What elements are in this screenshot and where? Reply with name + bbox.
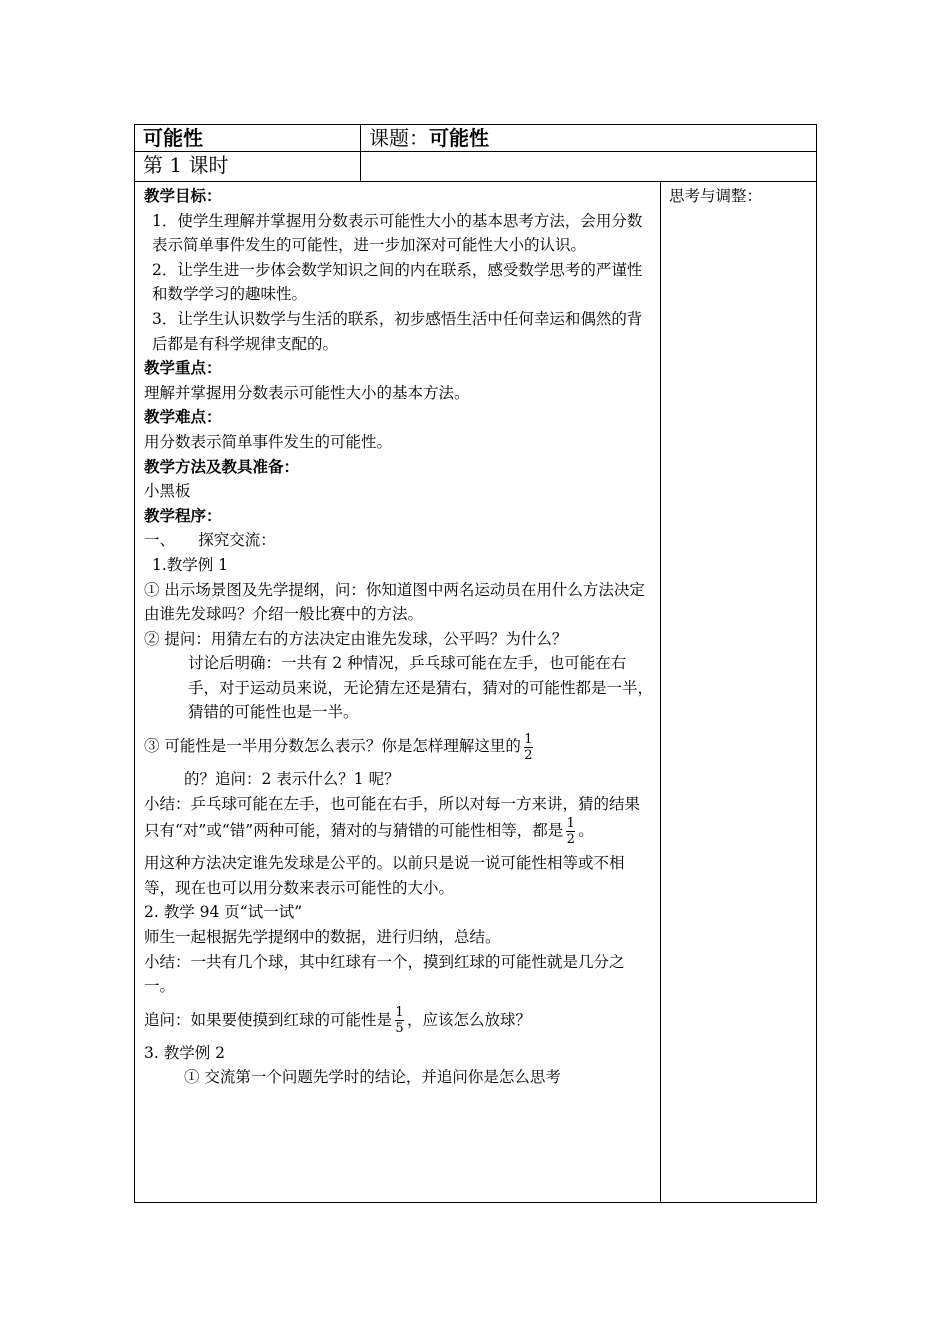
- example-1-step-3: [144, 725, 654, 767]
- lesson-prefix: 课题：: [369, 126, 429, 150]
- fraction-denominator: 2: [566, 832, 575, 848]
- topic-title: 可能性: [143, 126, 203, 150]
- summary-1: [144, 792, 654, 848]
- methods-text: 小黑板: [144, 482, 191, 501]
- section-1-title: 一、 探究交流：: [144, 531, 276, 550]
- goal-item-3: 3．让学生认识数学与生活的联系，初步感悟生活中任何幸运和偶然的背后都是有科学规律支配的。: [152, 309, 643, 353]
- lesson-title-cell: [361, 125, 817, 152]
- fraction-denominator: 5: [395, 1021, 404, 1037]
- reflection-cell: [661, 182, 817, 1203]
- fraction-denominator: 2: [524, 747, 533, 763]
- example-3-step-1: ① 交流第一个问题先学时的结论，并追问你是怎么思考: [184, 1068, 561, 1087]
- example-1-step-2: ② 提问：用猜左右的方法决定由谁先发球，公平吗？为什么？: [144, 629, 568, 648]
- follow-up-end: ，应该怎么放球？: [407, 1010, 532, 1029]
- example-2-title: 2. 教学 94 页“试一试”: [144, 903, 303, 922]
- difficulty-text: 用分数表示简单事件发生的可能性。: [144, 432, 393, 451]
- fraction-numerator: 1: [524, 731, 533, 747]
- fraction-one-fifth: [395, 1005, 404, 1036]
- follow-up-text: 追问：如果要使摸到红球的可能性是: [144, 1010, 393, 1029]
- example-2-text: 师生一起根据先学提纲中的数据，进行归纳，总结。: [144, 928, 501, 947]
- goal-item-1: 1．使学生理解并掌握用分数表示可能性大小的基本思考方法，会用分数表示简单事件发生的可能性，进一步加深对可能性大小的认识。: [152, 211, 643, 255]
- reflection-label: 思考与调整：: [669, 187, 763, 205]
- goals-heading: 教学目标：: [144, 186, 222, 205]
- content-row: [135, 182, 817, 1203]
- key-point-heading: 教学重点：: [144, 358, 222, 378]
- lesson-plan-table: [134, 124, 817, 1203]
- fraction-one-half: [524, 732, 533, 763]
- methods-heading: 教学方法及教具准备：: [144, 456, 300, 476]
- topic-cell: [135, 125, 361, 152]
- fraction-numerator: 1: [566, 816, 575, 832]
- main-content-cell: [135, 182, 661, 1203]
- summary-2: 小结：一共有几个球，其中红球有一个，摸到红球的可能性就是几分之一。: [144, 952, 625, 996]
- summary-1-continued: 用这种方法决定谁先发球是公平的。以前只是说一说可能性相等或不相等，现在也可以用分数来表示可能性的大小。: [144, 854, 625, 897]
- procedure-heading: 教学程序：: [144, 505, 222, 525]
- difficulty-heading: 教学难点：: [144, 407, 222, 427]
- period-label: 第 1 课时: [143, 153, 229, 177]
- goal-item-2: 2．让学生进一步体会数学知识之间的内在联系，感受数学思考的严谨性和数学学习的趣味性。: [152, 260, 643, 304]
- example-3-title: 3. 教学例 2: [144, 1043, 226, 1062]
- example-1-title: 1.教学例 1: [152, 555, 229, 574]
- summary-1-end: 。: [578, 821, 594, 840]
- key-point-text: 理解并掌握用分数表示可能性大小的基本方法。: [144, 383, 470, 402]
- period-cell: [135, 152, 361, 182]
- lesson-title: 可能性: [429, 126, 489, 150]
- step-3-text: ③ 可能性是一半用分数怎么表示？你是怎样理解这里的: [144, 737, 521, 756]
- example-1-step-1: ① 出示场景图及先学提纲，问：你知道图中两名运动员在用什么方法决定由谁先发球吗？介绍一般比赛中的方法。: [144, 580, 645, 624]
- fraction-one-half-2: [566, 816, 575, 847]
- header-row: [135, 125, 817, 152]
- example-1-discussion: 讨论后明确：一共有 2 种情况，乒乓球可能在左手，也可能在右手，对于运动员来说，无论猜左还是猜右，猜对的可能性都是一半，猜错的可能性也是一半。: [188, 654, 654, 722]
- example-1-step-3-cont: 的？追问：2 表示什么？1 呢？: [184, 770, 400, 789]
- fraction-numerator: 1: [395, 1005, 404, 1021]
- follow-up-question: [144, 999, 654, 1041]
- summary-1-text: 小结：乒乓球可能在左手，也可能在右手，所以对每一方来讲，猜的结果只有“对”或“错”两种可能，猜对的与猜错的可能性相等，都是: [144, 794, 641, 840]
- period-row: [135, 152, 817, 182]
- period-empty-cell: [361, 152, 817, 182]
